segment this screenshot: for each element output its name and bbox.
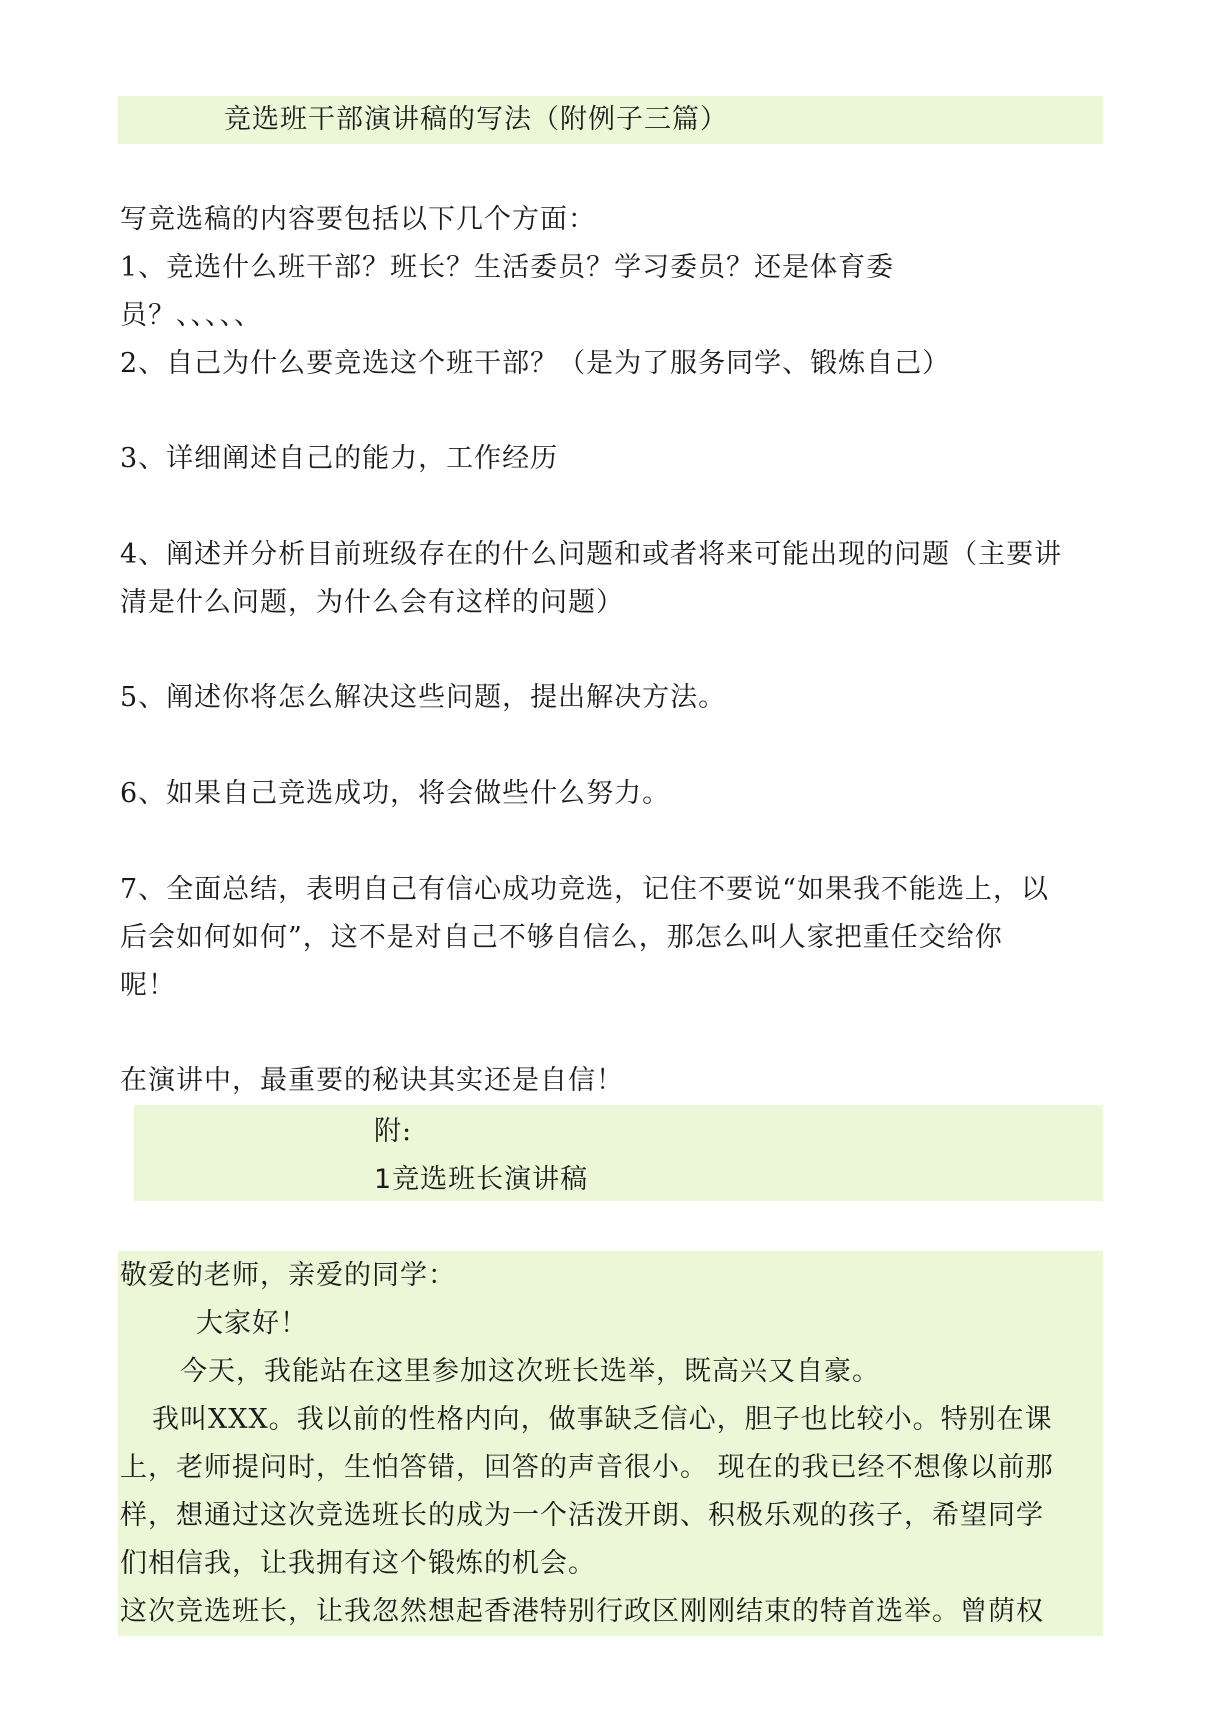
speech-greeting: 大家好！ xyxy=(196,1308,308,1339)
intro-text: 写竞选稿的内容要包括以下几个方面： xyxy=(120,204,596,235)
speech-paragraph: 今天，我能站在这里参加这次班长选举，既高兴又自豪。 xyxy=(180,1356,880,1387)
speech-paragraph: 样，想通过这次竞选班长的成为一个活泼开朗、积极乐观的孩子，希望同学 xyxy=(120,1500,1044,1531)
speech-paragraph: 上，老师提问时，生怕答错，回答的声音很小。 现在的我已经不想像以前那 xyxy=(120,1452,1054,1483)
speech-salutation: 敬爱的老师，亲爱的同学： xyxy=(120,1260,456,1291)
list-item: 员？、、、、、 xyxy=(120,300,262,331)
list-item: 清是什么问题，为什么会有这样的问题） xyxy=(120,587,624,618)
speech-paragraph: 我叫XXX。我以前的性格内向，做事缺乏信心，胆子也比较小。特别在课 xyxy=(152,1404,1053,1435)
appendix-label: 附: xyxy=(374,1116,413,1147)
speech-paragraph: 这次竞选班长，让我忽然想起香港特别行政区刚刚结束的特首选举。曾荫权 xyxy=(120,1596,1044,1627)
list-item: 3、详细阐述自己的能力，工作经历 xyxy=(120,443,559,474)
speech-paragraph: 们相信我，让我拥有这个锻炼的机会。 xyxy=(120,1548,596,1579)
list-item: 7、全面总结，表明自己有信心成功竞选，记住不要说“如果我不能选上，以 xyxy=(120,874,1049,905)
appendix-band xyxy=(134,1105,1103,1201)
list-item: 2、自己为什么要竞选这个班干部？（是为了服务同学、锻炼自己） xyxy=(120,348,951,379)
list-item: 1、竞选什么班干部？班长？生活委员？学习委员？还是体育委 xyxy=(120,252,895,283)
list-item: 6、如果自己竞选成功，将会做些什么努力。 xyxy=(120,778,671,809)
document-title: 竞选班干部演讲稿的写法（附例子三篇） xyxy=(224,104,728,135)
list-item: 4、阐述并分析目前班级存在的什么问题和或者将来可能出现的问题（主要讲 xyxy=(120,539,1063,570)
appendix-subtitle: 1竞选班长演讲稿 xyxy=(374,1164,589,1195)
list-item: 呢！ xyxy=(120,970,176,1001)
list-item: 后会如何如何”，这不是对自己不够自信么，那怎么叫人家把重任交给你 xyxy=(120,922,1003,953)
conclusion-text: 在演讲中，最重要的秘诀其实还是自信！ xyxy=(120,1065,624,1096)
list-item: 5、阐述你将怎么解决这些问题，提出解决方法。 xyxy=(120,682,727,713)
